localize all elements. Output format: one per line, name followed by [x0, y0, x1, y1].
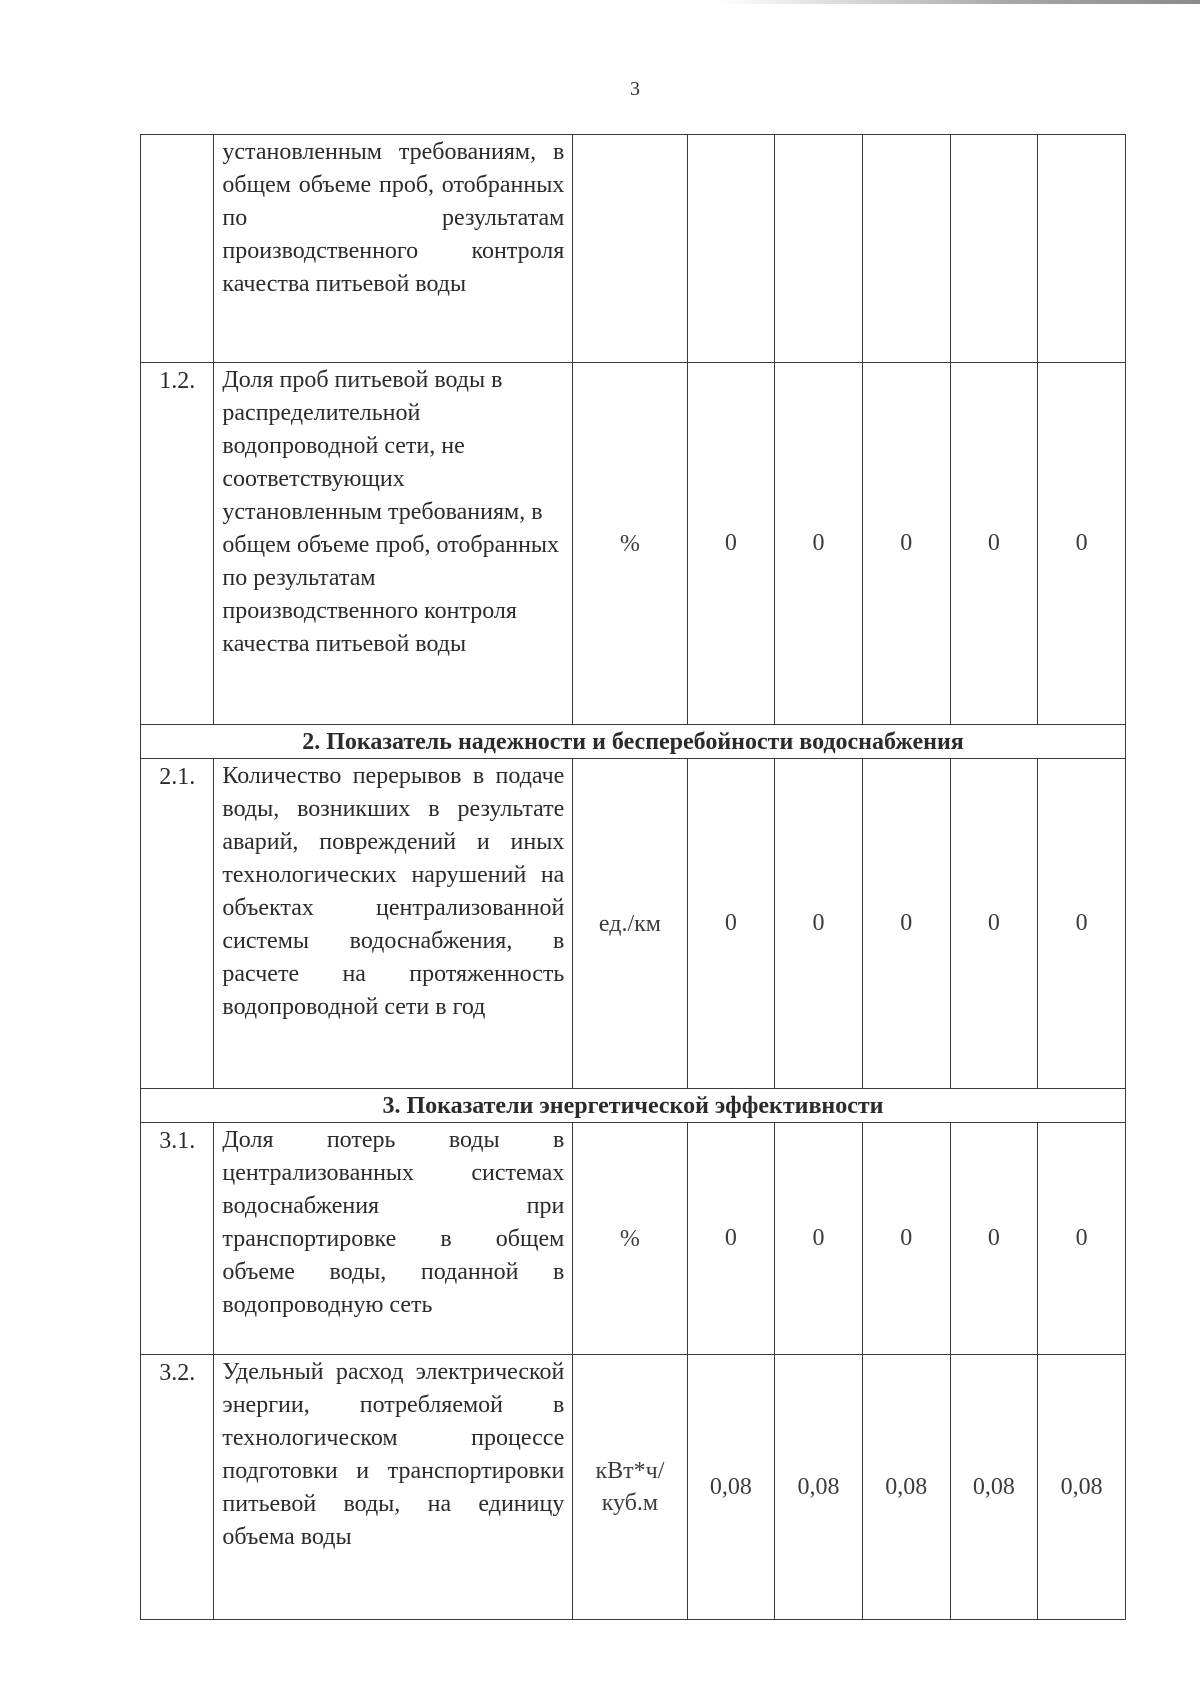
indicator-description: Удельный расход электрической энергии, потребляемой в технологическом процессе подготовки и транспортировки питьевой воды, на единицу объема воды [214, 1355, 573, 1620]
value-cell: 0,08 [862, 1355, 950, 1620]
unit-line: кВт*ч/ [595, 1458, 665, 1484]
indicator-description: Доля потерь воды в централизованных системах водоснабжения при транспортировке в общем объеме воды, поданной в водопроводную сеть [214, 1123, 573, 1355]
table-row [141, 363, 1126, 725]
indicator-description: установленным требованиям, в общем объеме проб, отобранных по результатам производственного контроля качества питьевой воды [214, 135, 573, 363]
value-cell: 0 [950, 759, 1038, 1089]
section-title: 2. Показатель надежности и бесперебойности водоснабжения [141, 725, 1126, 759]
table-row [141, 759, 1126, 1089]
value-cell: 0 [687, 1123, 775, 1355]
value-cell [1038, 135, 1126, 363]
value-cell: 0 [1038, 363, 1126, 725]
value-cell: 0 [862, 363, 950, 725]
row-number: 3.1. [141, 1123, 214, 1355]
value-cell: 0 [950, 1123, 1038, 1355]
unit-cell: ед./км [573, 759, 687, 1089]
section-title: 3. Показатели энергетической эффективности [141, 1089, 1126, 1123]
value-cell: 0,08 [1038, 1355, 1126, 1620]
unit-cell [573, 1355, 687, 1620]
row-number: 1.2. [141, 363, 214, 725]
value-cell: 0 [950, 363, 1038, 725]
indicator-description: Количество перерывов в подаче воды, возникших в результате аварий, повреждений и иных технологических нарушений на объектах централизованной системы водоснабжения, в расчете на протяженность водопроводной сети в год [214, 759, 573, 1089]
value-cell: 0,08 [775, 1355, 863, 1620]
value-cell: 0 [775, 363, 863, 725]
unit-line: куб.м [601, 1490, 659, 1516]
row-number: 2.1. [141, 759, 214, 1089]
unit-cell: % [573, 363, 687, 725]
value-cell: 0 [1038, 1123, 1126, 1355]
value-cell: 0 [862, 1123, 950, 1355]
indicators-table [140, 134, 1126, 1620]
value-cell: 0 [687, 759, 775, 1089]
table-row [141, 1355, 1126, 1620]
row-number [141, 135, 214, 363]
row-number: 3.2. [141, 1355, 214, 1620]
unit-cell: % [573, 1123, 687, 1355]
section-header-row [141, 1089, 1126, 1123]
table-row [141, 1123, 1126, 1355]
value-cell: 0,08 [687, 1355, 775, 1620]
page-number: 3 [630, 78, 640, 100]
value-cell: 0 [775, 759, 863, 1089]
indicator-description: Доля проб питьевой воды в распределительной водопроводной сети, не соответствующих установленным требованиям, в общем объеме проб, отобранных по результатам производственного контроля качества питьевой воды [214, 363, 573, 725]
scan-edge-shadow [720, 0, 1200, 4]
value-cell [687, 135, 775, 363]
value-cell: 0,08 [950, 1355, 1038, 1620]
table-row [141, 135, 1126, 363]
unit-cell [573, 135, 687, 363]
value-cell [775, 135, 863, 363]
value-cell: 0 [687, 363, 775, 725]
value-cell [950, 135, 1038, 363]
value-cell [862, 135, 950, 363]
section-header-row [141, 725, 1126, 759]
value-cell: 0 [775, 1123, 863, 1355]
value-cell: 0 [1038, 759, 1126, 1089]
value-cell: 0 [862, 759, 950, 1089]
